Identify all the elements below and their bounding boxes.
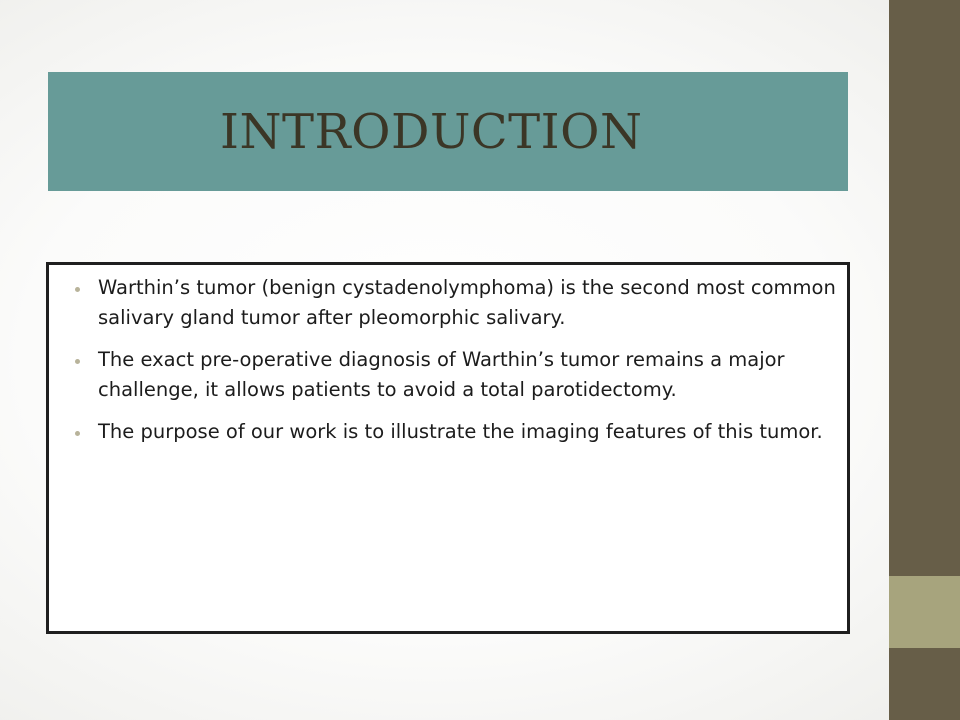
bullet-text: Warthin’s tumor (benign cystadenolymphoma) is the second most common salivary gland tumor after pleomorphic salivary. bbox=[98, 276, 836, 329]
bullet-icon bbox=[75, 431, 80, 436]
slide-title: INTRODUCTION bbox=[220, 104, 643, 160]
bullet-icon bbox=[75, 287, 80, 292]
bullet-text: The purpose of our work is to illustrate the imaging features of this tumor. bbox=[98, 420, 823, 443]
bullet-item bbox=[71, 273, 843, 333]
side-accent-bar-top bbox=[889, 0, 960, 576]
bullet-list bbox=[71, 273, 843, 459]
side-accent-bar-middle bbox=[889, 576, 960, 648]
bullet-icon bbox=[75, 359, 80, 364]
content-box bbox=[46, 262, 850, 634]
bullet-item bbox=[71, 417, 843, 447]
side-accent-bar-bottom bbox=[889, 648, 960, 720]
bullet-text: The exact pre-operative diagnosis of Warthin’s tumor remains a major challenge, it allows patients to avoid a total parotidectomy. bbox=[98, 348, 785, 401]
bullet-item bbox=[71, 345, 843, 405]
